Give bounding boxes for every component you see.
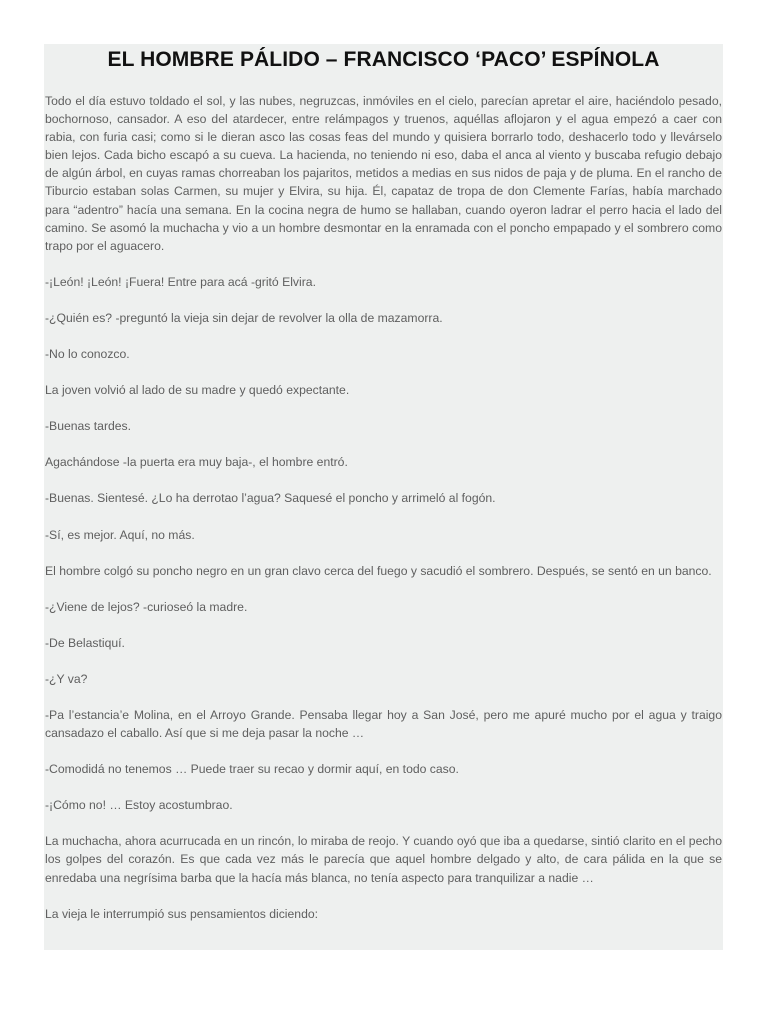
document-body — [44, 92, 723, 923]
paragraph: La joven volvió al lado de su madre y quedó expectante. — [45, 383, 350, 398]
paragraph: La vieja le interrumpió sus pensamientos diciendo: — [45, 906, 319, 921]
paragraph: El hombre colgó su poncho negro en un gran clavo cerca del fuego y sacudió el sombrero. Después, se sentó en un banco. — [45, 563, 712, 578]
document-page — [44, 44, 723, 950]
paragraph: -Sí, es mejor. Aquí, no más. — [45, 527, 195, 542]
paragraph: Agachándose -la puerta era muy baja-, el hombre entró. — [45, 455, 348, 470]
paragraph: -¡León! ¡León! ¡Fuera! Entre para acá -gritó Elvira. — [45, 274, 316, 289]
document-title: EL HOMBRE PÁLIDO – FRANCISCO ‘PACO’ ESPÍNOLA — [107, 48, 660, 71]
paragraph: -No lo conozco. — [45, 347, 130, 362]
paragraph: -Buenas tardes. — [45, 419, 132, 434]
paragraph: Todo el día estuvo toldado el sol, y las nubes, negruzcas, inmóviles en el cielo, parecían apretar el aire, haciéndolo pesado, bochornoso, cansador. A eso del atardecer, entre relámpagos y truenos, aquéllas aflojaron y el agua empezó a caer con rabia, con furia casi; como si le dieran asco las cosas feas del mundo y quisiera borrarlo todo, deshacerlo todo y llevárselo bien lejos. Cada bicho escapó a su cueva. La hacienda, no teniendo ni eso, daba el anca al viento y buscaba refugio debajo de algún árbol, en cuyas ramas chorreaban los pajaritos, metidos a medias en sus nidos de paja y de pluma. En el rancho de Tiburcio estaban solas Carmen, su mujer y Elvira, su hija. Él, capataz de tropa de don Clemente Farías, había marchado para “adentro” hacía una semana. En la cocina negra de humo se hallaban, cuando oyeron ladrar el perro hacia el lado del camino. Se asomó la muchacha y vio a un hombre desmontar en la enramada con el poncho empapado y el sombrero como trapo por el aguacero. — [45, 94, 722, 253]
paragraph: -Comodidá no tenemos … Puede traer su recao y dormir aquí, en todo caso. — [45, 762, 459, 777]
paragraph: -¿Viene de lejos? -curioseó la madre. — [45, 599, 248, 614]
paragraph: -¿Y va? — [45, 671, 88, 686]
paragraph: -De Belastiquí. — [45, 635, 125, 650]
paragraph: -¡Cómo no! … Estoy acostumbrao. — [45, 798, 233, 813]
paragraph: -¿Quién es? -preguntó la vieja sin dejar de revolver la olla de mazamorra. — [45, 310, 443, 325]
paragraph: -Pa l’estancia’e Molina, en el Arroyo Grande. Pensaba llegar hoy a San José, pero me apuré mucho por el agua y traigo cansadazo el caballo. Así que si me deja pasar la noche … — [45, 707, 722, 741]
paragraph: -Buenas. Sientesé. ¿Lo ha derrotao l’agua? Saquesé el poncho y arrimeló al fogón. — [45, 491, 496, 506]
paragraph: La muchacha, ahora acurrucada en un rincón, lo miraba de reojo. Y cuando oyó que iba a quedarse, sintió clarito en el pecho los golpes del corazón. Es que cada vez más le parecía que aquel hombre delgado y alto, de cara pálida en la que se enredaba una negrísima barba que la hacía más blanca, no tenía aspecto para tranquilizar a nadie … — [45, 834, 722, 885]
